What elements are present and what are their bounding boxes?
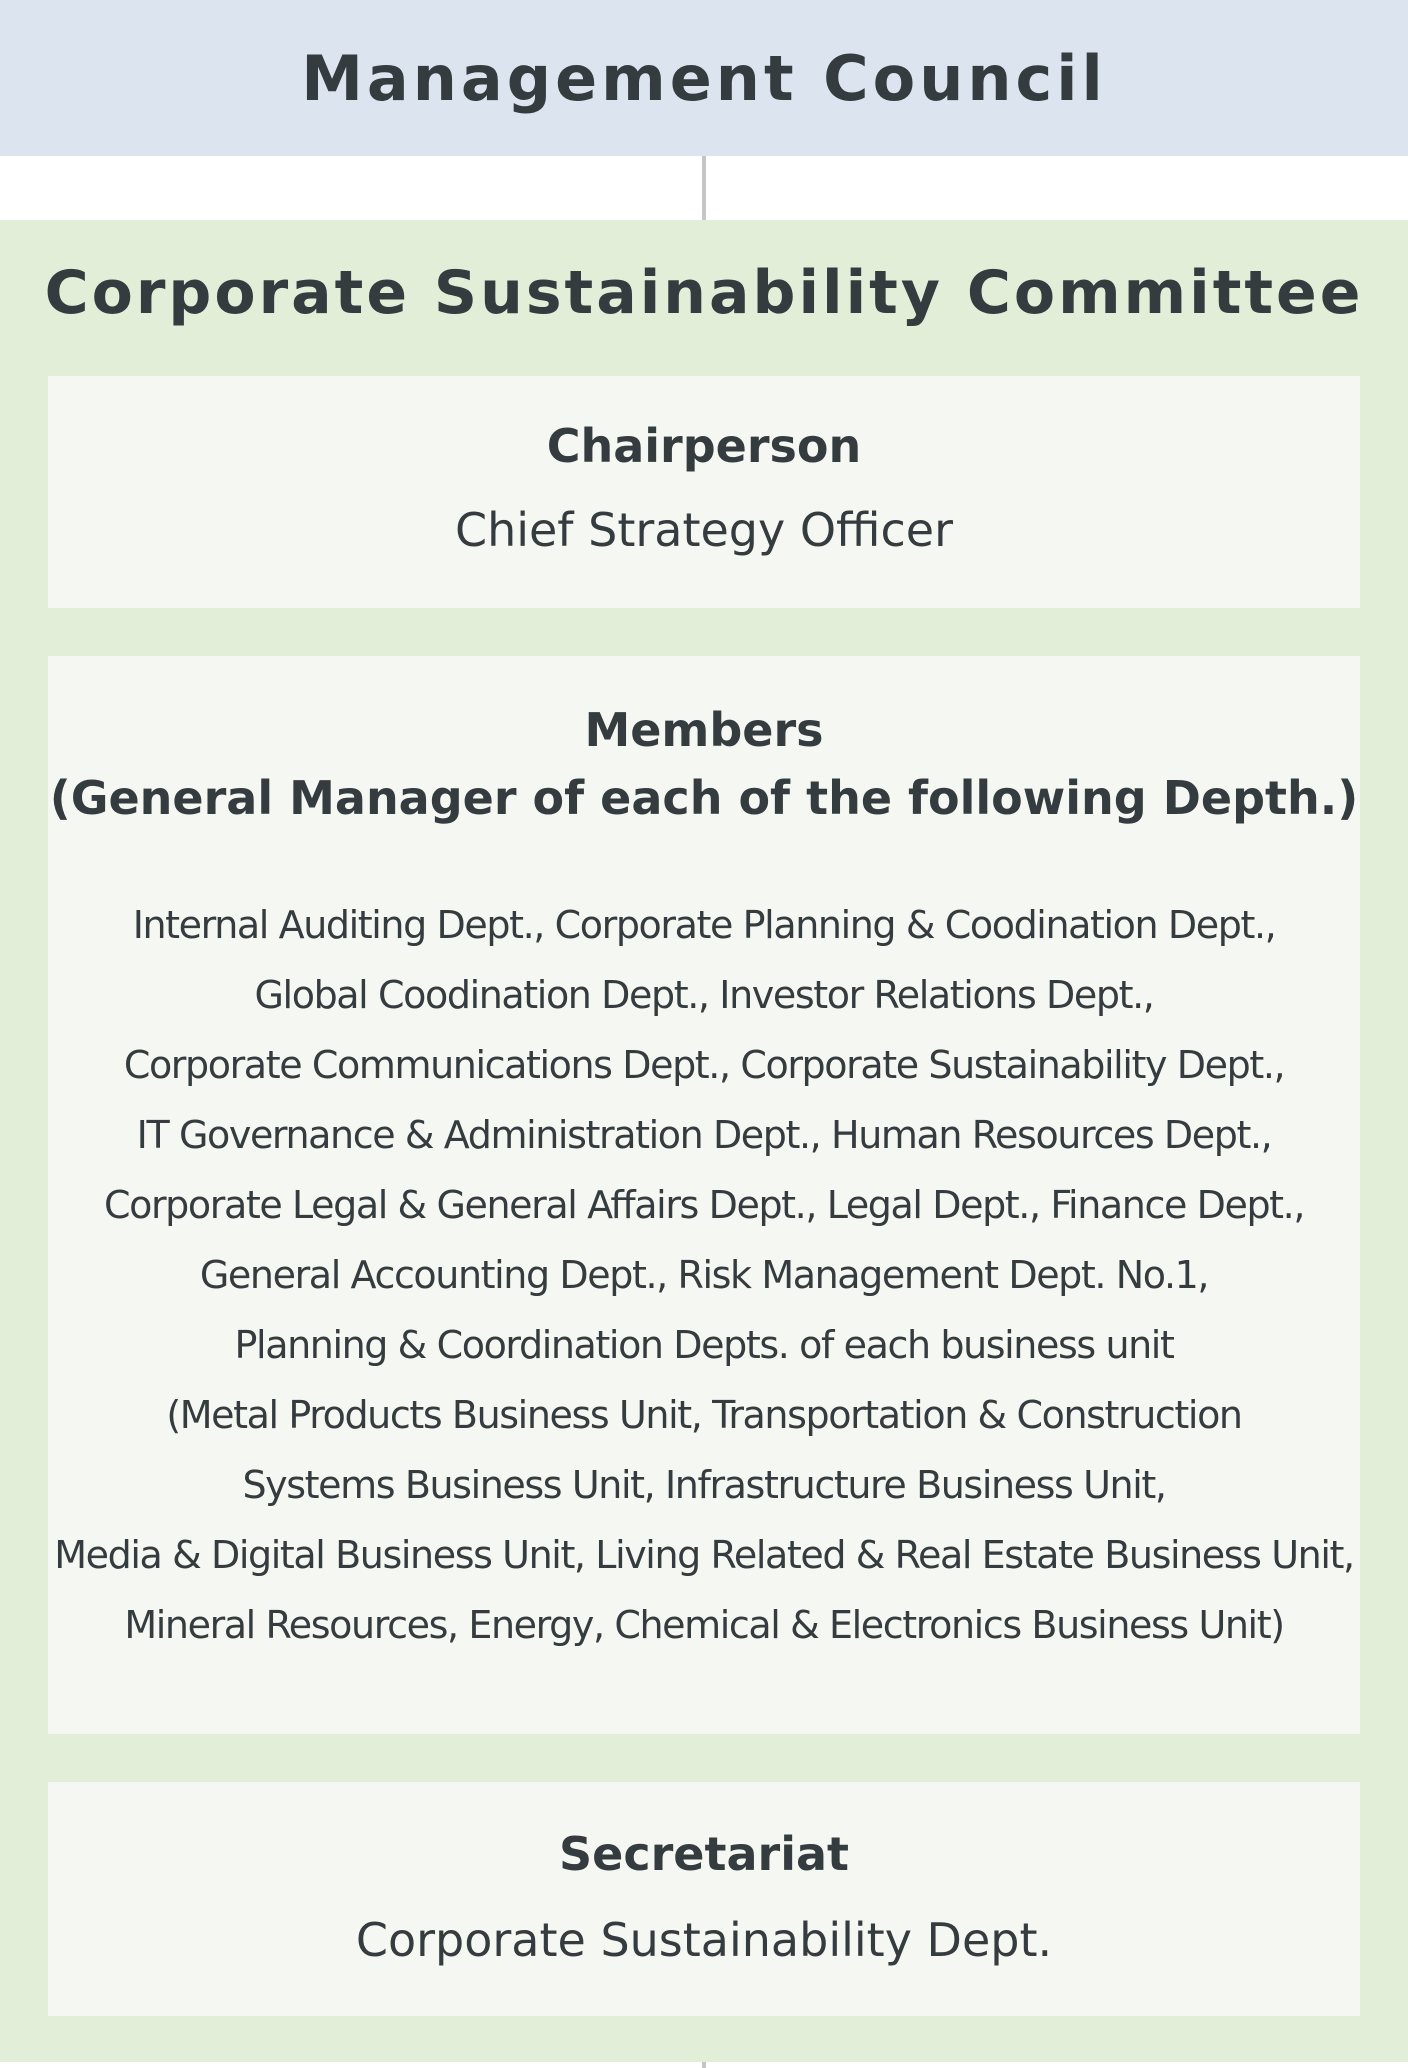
chairperson-value: Chief Strategy Officer (454, 503, 954, 557)
department-line: Systems Business Unit, Infrastructure Business Unit, (242, 1463, 1166, 1507)
committee-title: Corporate Sustainability Committee (44, 258, 1364, 328)
chairperson-panel (48, 376, 1360, 608)
members-heading-line2: (General Manager of each of the following Depth.) (49, 771, 1359, 825)
department-line: General Accounting Dept., Risk Management Dept. No.1, (199, 1253, 1209, 1297)
department-line: Internal Auditing Dept., Corporate Planning & Coodination Dept., (132, 903, 1276, 947)
members-heading-line1: Members (584, 703, 824, 757)
secretariat-panel (48, 1782, 1360, 2016)
department-line: Mineral Resources, Energy, Chemical & Electronics Business Unit) (124, 1603, 1284, 1647)
secretariat-value: Corporate Sustainability Dept. (355, 1913, 1053, 1967)
chairperson-heading: Chairperson (546, 419, 862, 473)
members-heading (48, 696, 1360, 832)
department-line: Media & Digital Business Unit, Living Related & Real Estate Business Unit, (54, 1533, 1354, 1577)
connector-line-bottom (702, 2062, 706, 2068)
department-line: (Metal Products Business Unit, Transportation & Construction (166, 1393, 1242, 1437)
department-line: IT Governance & Administration Dept., Human Resources Dept., (136, 1113, 1272, 1157)
department-line: Corporate Communications Dept., Corporate Sustainability Dept., (123, 1043, 1285, 1087)
department-line: Planning & Coordination Depts. of each business unit (234, 1323, 1174, 1367)
members-panel (48, 656, 1360, 1734)
department-line: Global Coodination Dept., Investor Relations Dept., (254, 973, 1154, 1017)
management-council-title: Management Council (301, 41, 1107, 115)
sustainability-committee-box (0, 220, 1408, 2062)
department-line: Corporate Legal & General Affairs Dept., Legal Dept., Finance Dept., (103, 1183, 1305, 1227)
members-department-list (48, 890, 1360, 1660)
management-council-box (0, 0, 1408, 156)
secretariat-heading: Secretariat (559, 1827, 849, 1881)
connector-line-top (702, 156, 706, 220)
